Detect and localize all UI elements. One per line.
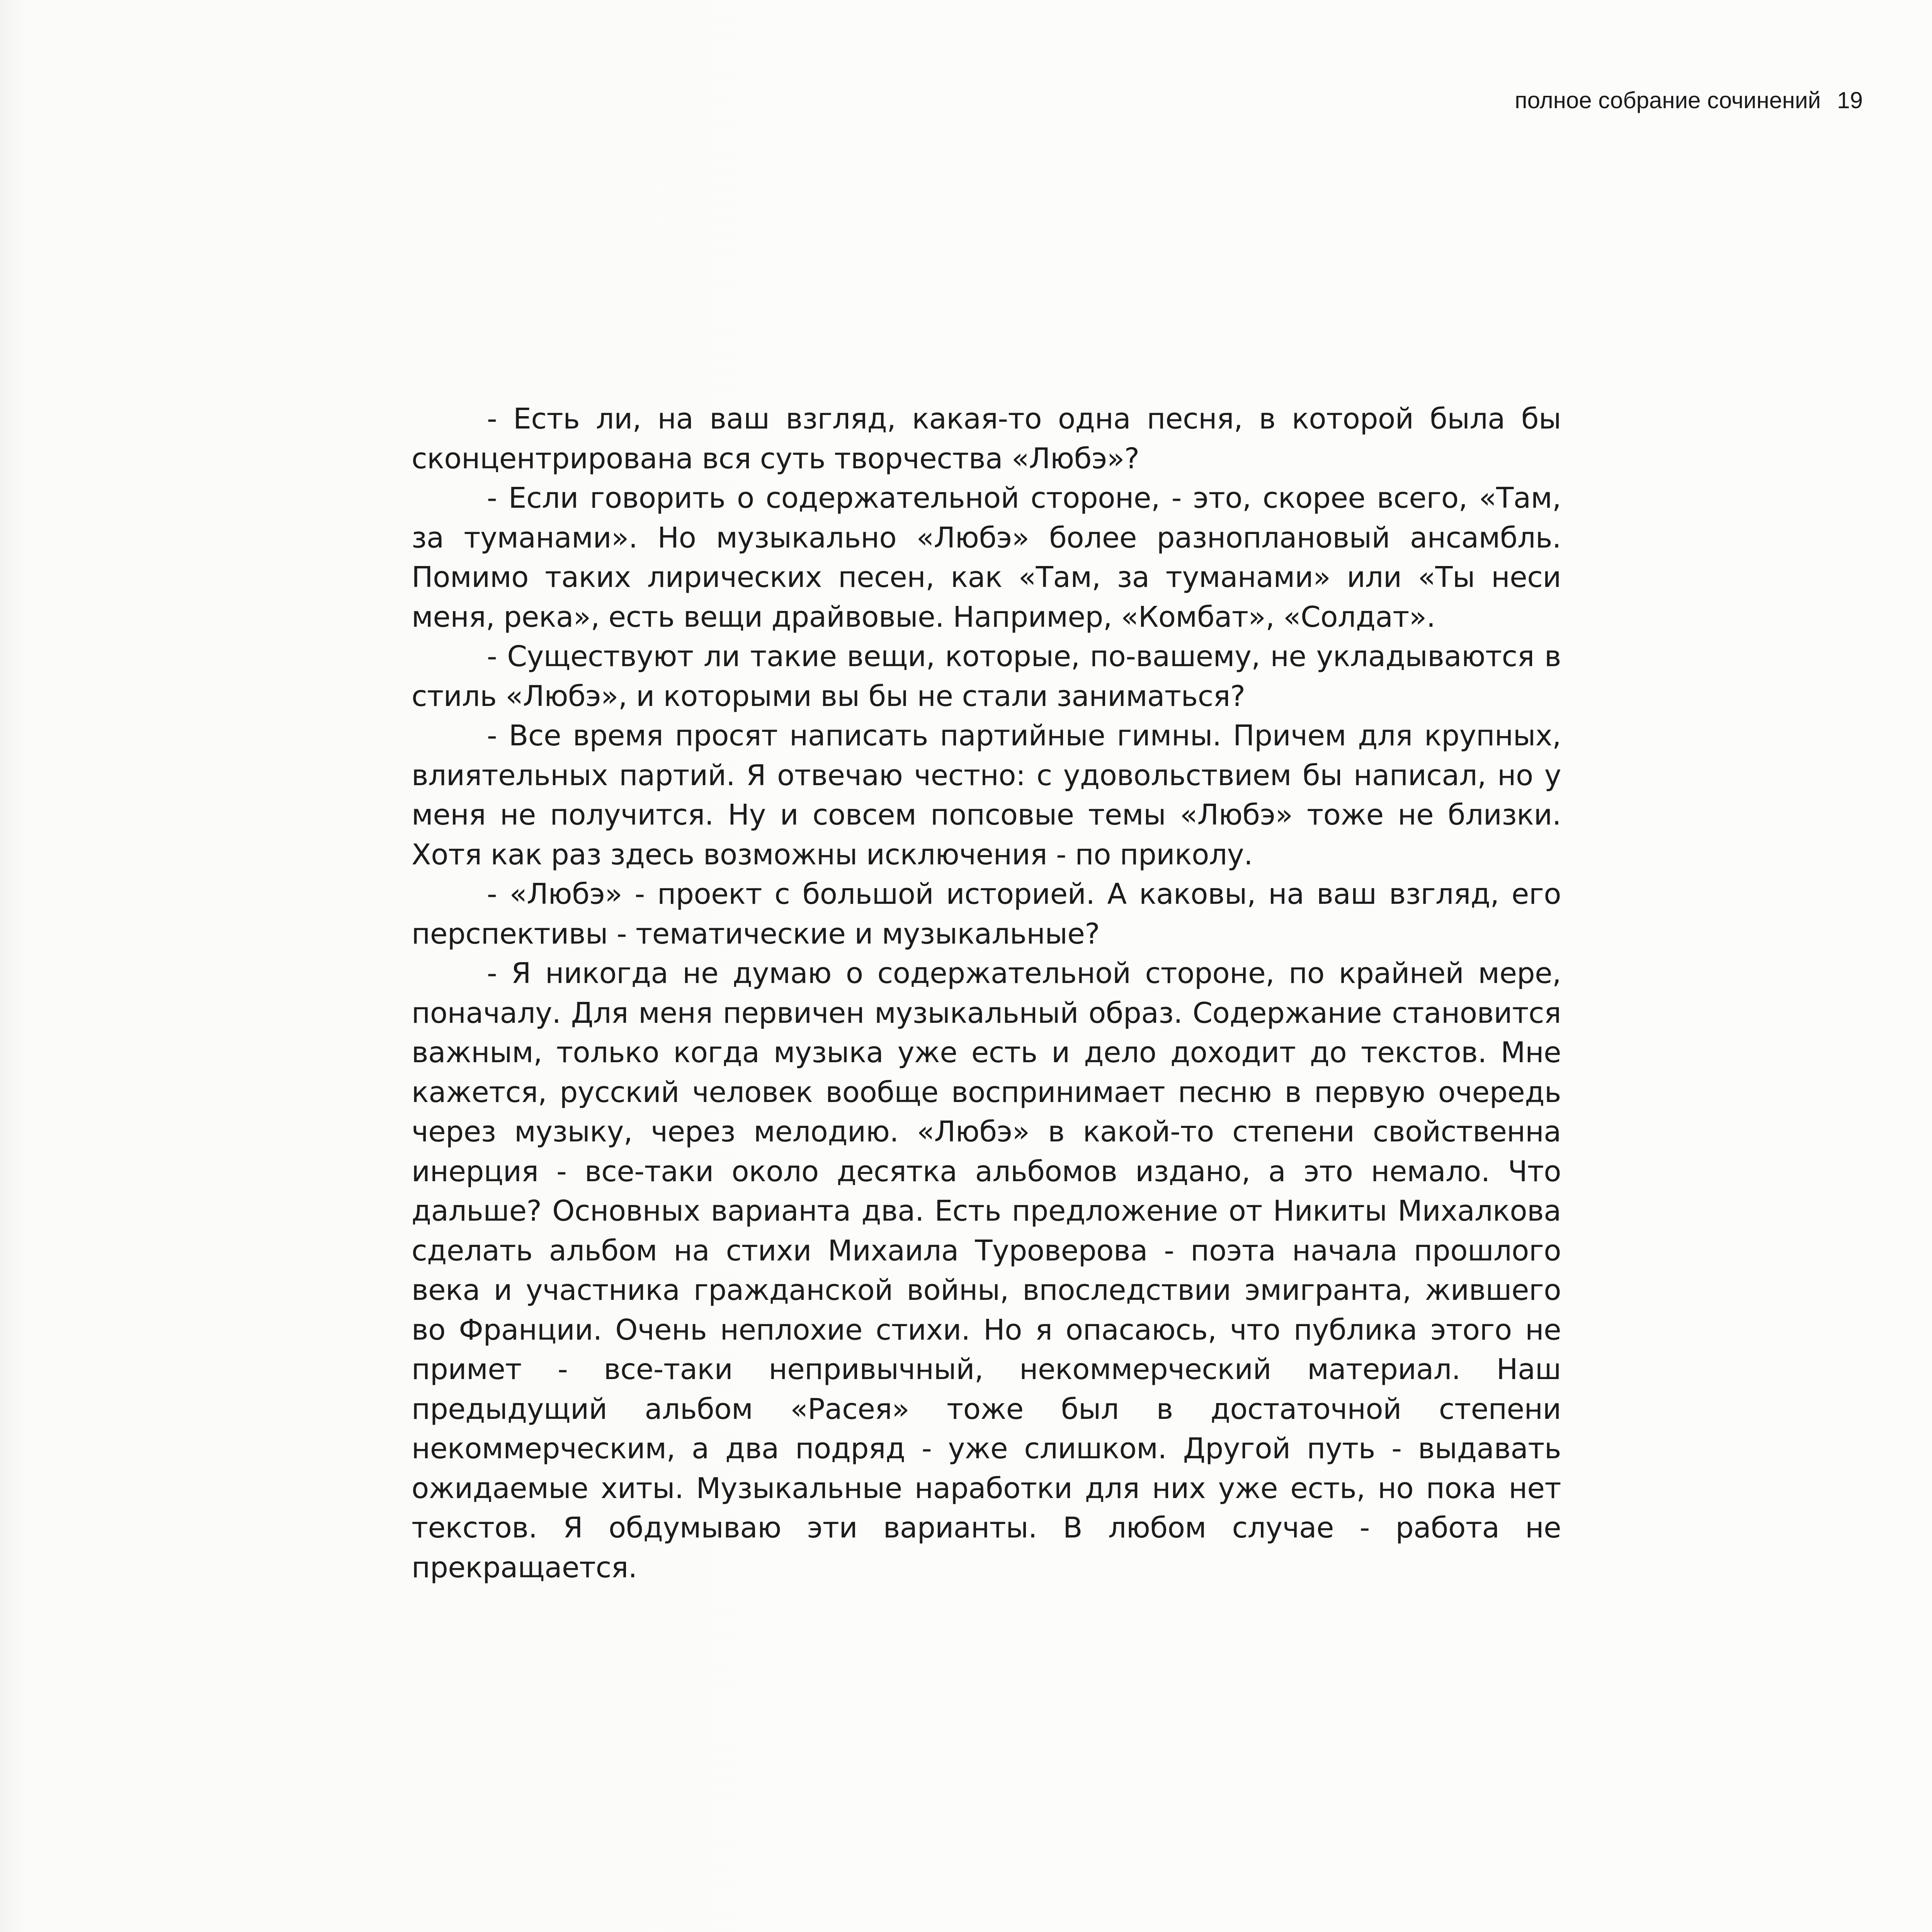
- question-paragraph: - Существуют ли такие вещи, которые, по-вашему, не укладываются в стиль «Любэ», и которыми вы бы не стали заниматься?: [412, 640, 1561, 713]
- answer-paragraph: - Все время просят написать партийные гимны. Причем для крупных, влиятельных партий. Я отвечаю честно: с удовольствием бы написал, но у меня не получится. Ну и совсем попсовые темы «Любэ» тоже не близки. Хотя как раз здесь возможны исключения - по приколу.: [412, 719, 1561, 871]
- running-header: [1515, 85, 1863, 116]
- interview-text: [412, 399, 1561, 1587]
- question-paragraph: - «Любэ» - проект с большой историей. А каковы, на ваш взгляд, его перспективы - тематические и музыкальные?: [412, 878, 1561, 951]
- answer-paragraph: - Если говорить о содержательной стороне, - это, скорее всего, «Там, за туманами». Но музыкально «Любэ» более разноплановый ансамбль. Помимо таких лирических песен, как «Там, за туманами» или «Ты неси меня, река», есть вещи драйвовые. Например, «Комбат», «Солдат».: [412, 481, 1561, 634]
- question-paragraph: - Есть ли, на ваш взгляд, какая-то одна песня, в которой была бы сконцентрирована вся суть творчества «Любэ»?: [412, 402, 1561, 475]
- page-number: 19: [1837, 87, 1863, 113]
- running-header-title: полное собрание сочинений: [1515, 87, 1821, 113]
- answer-paragraph: - Я никогда не думаю о содержательной стороне, по крайней мере, поначалу. Для меня первичен музыкальный образ. Содержание становится важным, только когда музыка уже есть и дело доходит до текстов. Мне кажется, русский человек вообще воспринимает песню в первую очередь через музыку, через мелодию. «Любэ» в какой-то степени свойственна инерция - все-таки около десятка альбомов издано, а это немало. Что дальше? Основных варианта два. Есть предложение от Никиты Михалкова сделать альбом на стихи Михаила Туроверова - поэта начала прошлого века и участника гражданской войны, впоследствии эмигранта, жившего во Франции. Очень неплохие стихи. Но я опасаюсь, что публика этого не примет - все-таки непривычный, некоммерческий материал. Наш предыдущий альбом «Расея» тоже был в достаточной степени некоммерческим, а два подряд - уже слишком. Другой путь - выдавать ожидаемые хиты. Музыкальные наработки для них уже есть, но пока нет текстов. Я обдумываю эти варианты. В любом случае - работа не прекращается.: [412, 957, 1561, 1584]
